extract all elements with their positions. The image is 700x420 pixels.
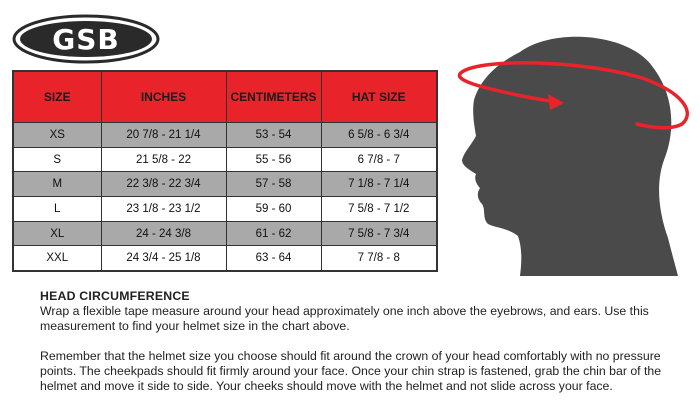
- cell-inches: 22 3/8 - 22 3/4: [101, 172, 226, 197]
- cell-centimeters: 63 - 64: [226, 246, 321, 271]
- gsb-logo: [12, 14, 160, 64]
- cell-size: M: [13, 172, 101, 197]
- table-row: [13, 147, 437, 172]
- cell-hat-size: 6 5/8 - 6 3/4: [321, 123, 437, 148]
- cell-centimeters: 61 - 62: [226, 221, 321, 246]
- cell-size: S: [13, 147, 101, 172]
- head-silhouette-icon: [452, 28, 696, 276]
- cell-hat-size: 7 1/8 - 7 1/4: [321, 172, 437, 197]
- header-hat-size: HAT SIZE: [321, 71, 437, 123]
- size-chart-table: [12, 70, 438, 272]
- table-row: [13, 197, 437, 222]
- table-row: [13, 123, 437, 148]
- header-size: SIZE: [13, 71, 101, 123]
- instructions-paragraph-measure: Wrap a flexible tape measure around your head approximately one inch above the eyebrows, and ears. Use this measurement to find your helmet size in the chart above.: [40, 304, 649, 333]
- cell-inches: 23 1/8 - 23 1/2: [101, 197, 226, 222]
- table-row: [13, 221, 437, 246]
- cell-centimeters: 53 - 54: [226, 123, 321, 148]
- table-row: [13, 246, 437, 271]
- cell-size: XL: [13, 221, 101, 246]
- cell-inches: 21 5/8 - 22: [101, 147, 226, 172]
- instructions-heading: HEAD CIRCUMFERENCE: [40, 289, 190, 303]
- cell-size: L: [13, 197, 101, 222]
- instructions-paragraph-fit: Remember that the helmet size you choose should fit around the crown of your head comfortably with no pressure points. The cheekpads should fit firmly around your face. Once your chin strap is fastened, grab the chin bar of the helmet and move it side to side. Your cheeks should move with the helmet and not slide across your face.: [40, 349, 662, 393]
- header-centimeters: CENTIMETERS: [226, 71, 321, 123]
- cell-hat-size: 6 7/8 - 7: [321, 147, 437, 172]
- cell-hat-size: 7 5/8 - 7 3/4: [321, 221, 437, 246]
- cell-centimeters: 55 - 56: [226, 147, 321, 172]
- table-header-row: [13, 71, 437, 123]
- header-inches: INCHES: [101, 71, 226, 123]
- cell-centimeters: 59 - 60: [226, 197, 321, 222]
- cell-inches: 20 7/8 - 21 1/4: [101, 123, 226, 148]
- table-row: [13, 172, 437, 197]
- instructions-block: [40, 289, 680, 394]
- logo-text: GSB: [52, 23, 120, 56]
- cell-inches: 24 3/4 - 25 1/8: [101, 246, 226, 271]
- cell-hat-size: 7 5/8 - 7 1/2: [321, 197, 437, 222]
- cell-size: XXL: [13, 246, 101, 271]
- cell-hat-size: 7 7/8 - 8: [321, 246, 437, 271]
- cell-centimeters: 57 - 58: [226, 172, 321, 197]
- cell-inches: 24 - 24 3/8: [101, 221, 226, 246]
- cell-size: XS: [13, 123, 101, 148]
